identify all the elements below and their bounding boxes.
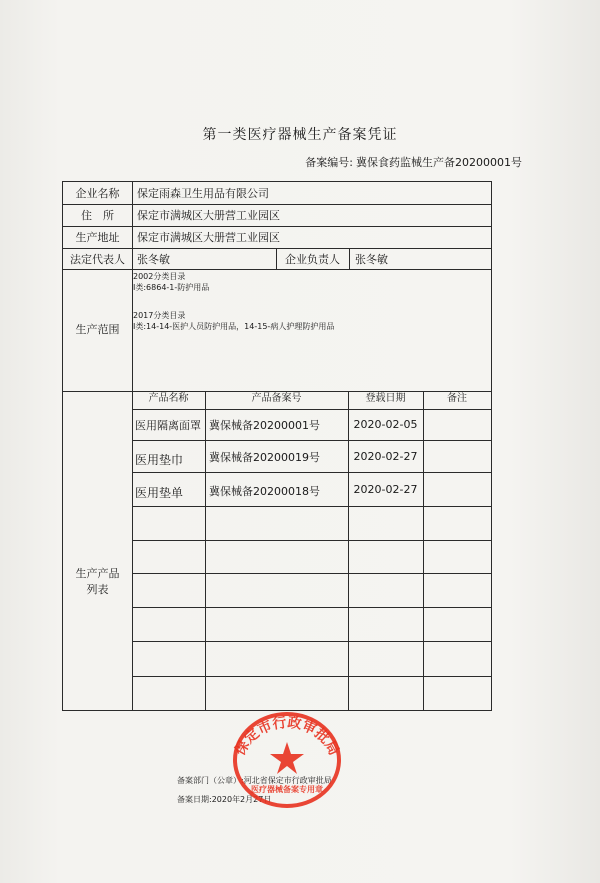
product-name: 医用垫单 [135,486,184,500]
seal-star-icon [270,742,304,774]
legal-rep-label: 法定代表人 [70,253,125,266]
header-date: 登载日期 [365,393,406,404]
record-dept-label: 备案部门（公章）: [177,776,244,785]
company-value: 保定雨森卫生用品有限公司 [137,187,269,200]
product-date: 2020-02-05 [353,418,418,431]
record-date-label: 备案日期: [177,795,212,804]
header-record-no: 产品备案号 [251,393,302,404]
manager-label: 企业负责人 [285,253,340,266]
seal-text: 保定市行政审批局 [232,714,342,759]
product-record-no: 冀保械备20200001号 [209,419,320,432]
record-number-value: 冀保食药监械生产备20200001号 [356,156,522,169]
record-dept-value: 河北省保定市行政审批局 [243,776,332,785]
company-label: 企业名称 [75,187,120,200]
record-number-label: 备案编号: [305,156,353,169]
product-record-no: 冀保械备20200019号 [209,451,320,464]
record-number [302,154,522,170]
product-name: 医用隔离面罩 [135,419,201,432]
product-name: 医用垫巾 [135,453,184,467]
product-date: 2020-02-27 [353,483,418,496]
header-product-name: 产品名称 [148,393,189,404]
header-note: 备注 [447,393,467,404]
product-record-no: 冀保械备20200018号 [209,485,320,498]
product-date: 2020-02-27 [353,450,418,463]
production-address-value: 保定市满城区大册营工业园区 [137,231,280,244]
products-label-line1: 生产产品 [75,567,120,580]
record-date-value: 2020年2月27日 [211,795,272,804]
scope-label: 生产范围 [75,323,120,336]
scope-line: I类:6864-1-防护用品 [133,283,210,292]
document-title: 第一类医疗器械生产备案凭证 [202,127,398,143]
address-value: 保定市满城区大册营工业园区 [137,209,280,222]
seal-subtext: 医疗器械备案专用章 [251,785,323,794]
scope-line: I类:14-14-医护人员防护用品，14-15-病人护理防护用品 [133,322,335,331]
scope-line: 2002分类目录 [133,272,186,281]
legal-rep-value: 张冬敏 [137,253,170,266]
production-address-label: 生产地址 [75,231,120,244]
record-table [62,181,492,711]
scope-line: 2017分类目录 [133,311,186,320]
official-seal [228,708,346,808]
products-label-line2: 列表 [86,583,109,596]
manager-value: 张冬敏 [355,253,388,266]
address-label: 住 所 [81,209,114,222]
